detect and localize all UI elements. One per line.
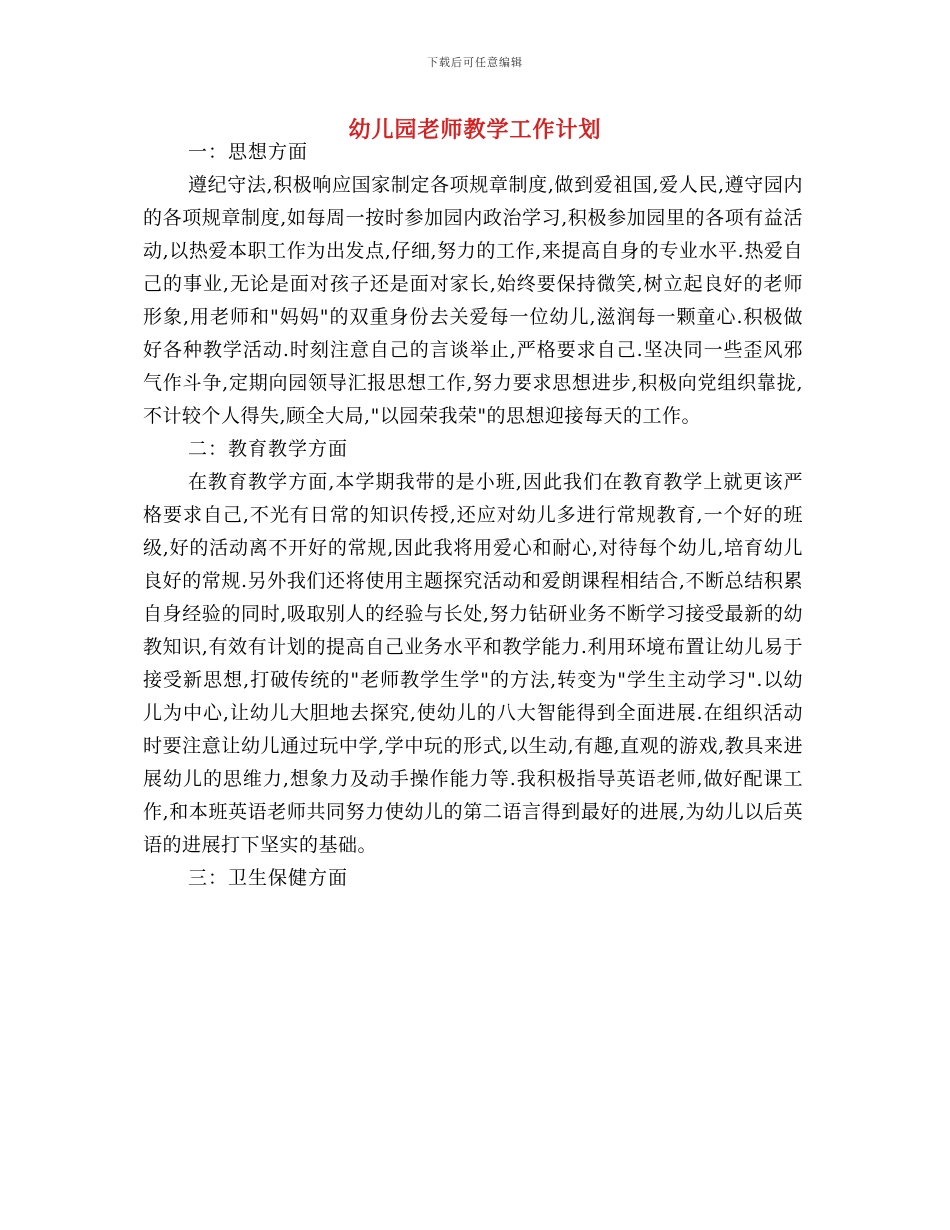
section-heading-teaching: 二：教育教学方面 <box>188 438 349 460</box>
section-heading-health: 三：卫生保健方面 <box>188 867 349 889</box>
section-heading-thought: 一：思想方面 <box>188 141 309 163</box>
document-title: 幼儿园老师教学工作计划 <box>348 117 602 143</box>
header-note: 下载后可任意编辑 <box>427 56 523 69</box>
section-paragraph-teaching: 在教育教学方面,本学期我带的是小班,因此我们在教育教学上就更该严格要求自己,不光有日常的知识传授,还应对幼儿多进行常规教育,一个好的班级,好的活动离不开好的常规,因此我将用爱心和耐心,对待每个幼儿,培育幼儿良好的常规.另外我们还将使用主题探究活动和爱朗课程相结合,不断总结积累自身经验的同时,吸取别人的经验与长处,努力钻研业务不断学习接受最新的幼教知识,有效有计划的提高自己业务水平和教学能力.利用环境布置让幼儿易于接受新思想,打破传统的"老师教学生学"的方法,转变为"学生主动学习".以幼儿为中心,让幼儿大胆地去探究,使幼儿的八大智能得到全面进展.在组织活动时要注意让幼儿通过玩中学,学中玩的形式,以生动,有趣,直观的游戏,教具来进展幼儿的思维力,想象力及动手操作能力等.我积极指导英语老师,做好配课工作,和本班英语老师共同努力使幼儿的第二语言得到最好的进展,为幼儿以后英语的进展打下坚实的基础。 <box>143 471 803 856</box>
section-paragraph-thought: 遵纪守法,积极响应国家制定各项规章制度,做到爱祖国,爱人民,遵守园内的各项规章制度,如每周一按时参加园内政治学习,积极参加园里的各项有益活动,以热爱本职工作为出发点,仔细,努力的工作,来提高自身的专业水平.热爱自己的事业,无论是面对孩子还是面对家长,始终要保持微笑,树立起良好的老师形象,用老师和"妈妈"的双重身份去关爱每一位幼儿,滋润每一颗童心.积极做好各种教学活动.时刻注意自己的言谈举止,严格要求自己.坚决同一些歪风邪气作斗争,定期向园领导汇报思想工作,努力要求思想进步,积极向党组织靠拢,不计较个人得失,顾全大局,"以园荣我荣"的思想迎接每天的工作。 <box>143 174 803 427</box>
document-body <box>143 136 803 895</box>
